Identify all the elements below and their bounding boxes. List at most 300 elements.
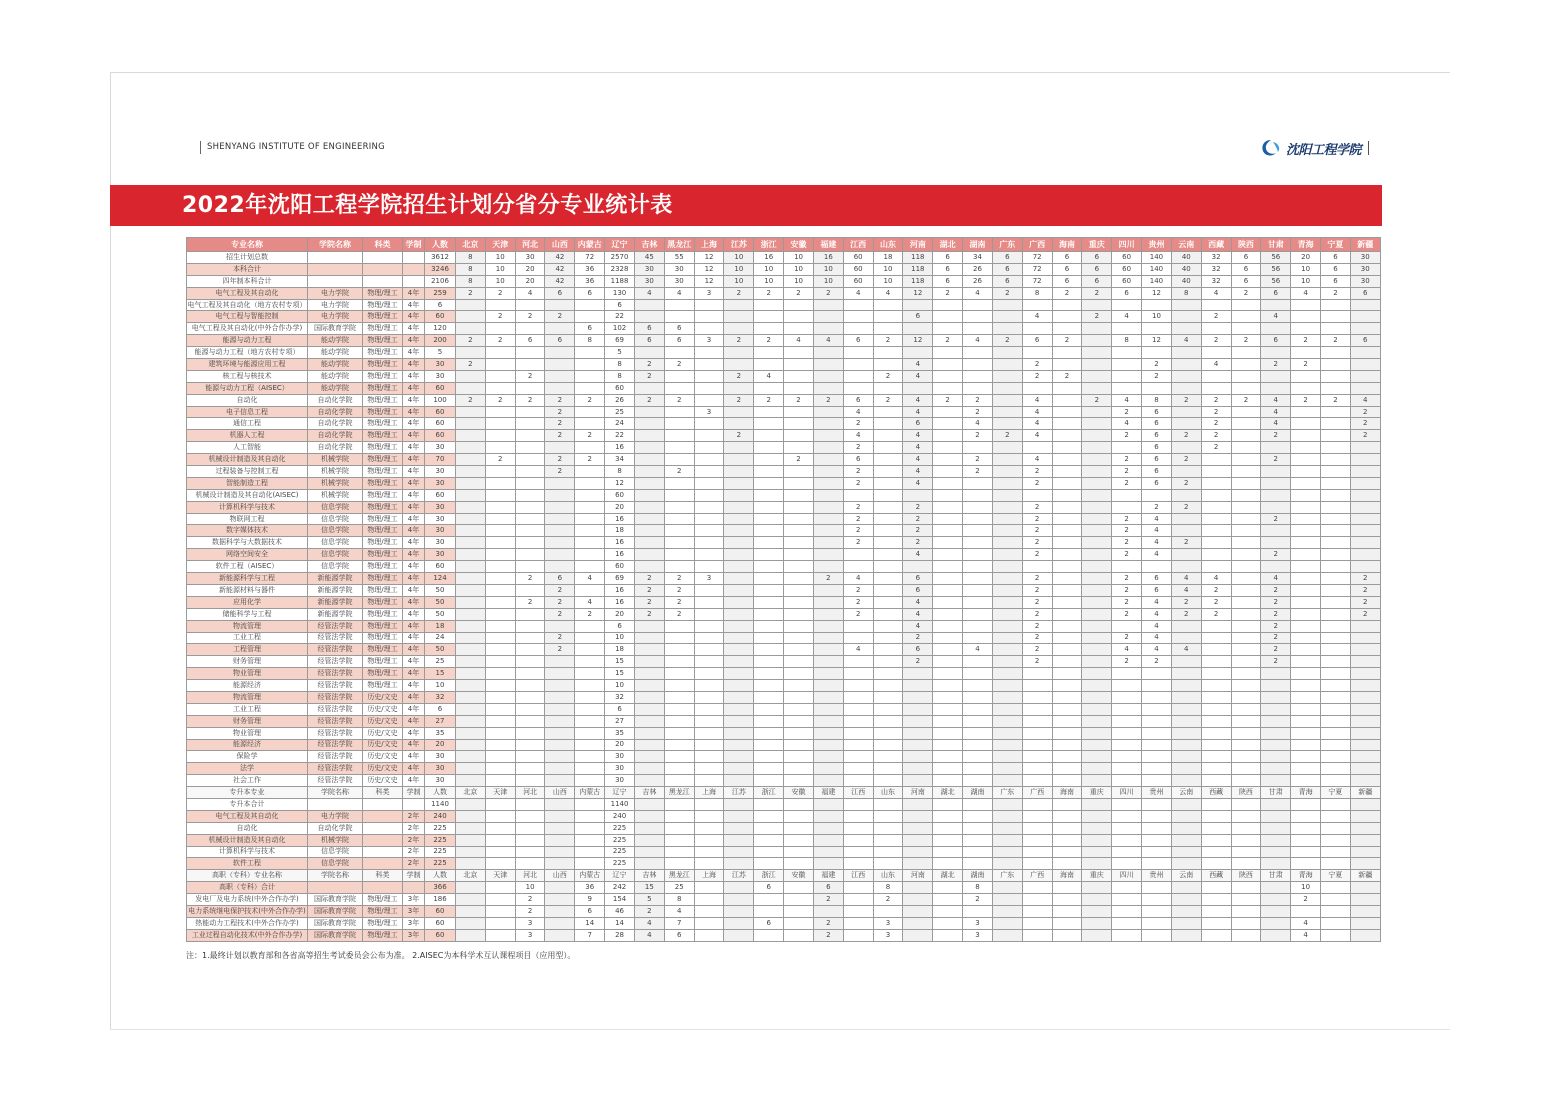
table-cell	[992, 454, 1022, 466]
table-cell	[485, 584, 515, 596]
table-cell	[308, 882, 363, 894]
table-cell	[664, 561, 694, 573]
table-cell	[992, 489, 1022, 501]
table-cell: 2	[1201, 430, 1231, 442]
table-cell	[545, 715, 575, 727]
table-cell	[1142, 822, 1172, 834]
column-header: 甘肃	[1261, 238, 1291, 252]
table-cell: 物理/理工	[363, 359, 403, 371]
table-cell	[363, 275, 403, 287]
table-cell: 27	[605, 715, 635, 727]
table-cell	[813, 810, 843, 822]
table-cell	[575, 691, 605, 703]
table-cell	[784, 525, 814, 537]
table-cell: 历史/文史	[363, 703, 403, 715]
table-cell	[724, 656, 754, 668]
table-cell	[515, 739, 545, 751]
column-header: 云南	[1171, 238, 1201, 252]
table-cell: 4年	[403, 644, 425, 656]
table-cell	[903, 798, 933, 810]
table-cell: 2	[664, 596, 694, 608]
table-cell: 35	[425, 727, 456, 739]
table-cell: 物理/理工	[363, 905, 403, 917]
table-cell	[1171, 894, 1201, 906]
table-cell: 6	[1142, 430, 1172, 442]
table-row	[187, 263, 1381, 275]
table-cell	[485, 620, 515, 632]
table-cell	[545, 703, 575, 715]
column-header: 黑龙江	[664, 238, 694, 252]
table-cell	[963, 703, 993, 715]
table-cell	[515, 703, 545, 715]
table-cell: 2	[1350, 418, 1380, 430]
table-cell	[1052, 846, 1082, 858]
table-cell	[1052, 382, 1082, 394]
table-cell: 湖北	[933, 870, 963, 882]
table-cell	[1052, 905, 1082, 917]
table-cell: 4	[1022, 418, 1052, 430]
table-cell	[754, 703, 784, 715]
table-cell	[992, 894, 1022, 906]
table-cell: 物理/理工	[363, 442, 403, 454]
table-cell	[1321, 311, 1351, 323]
table-cell	[1231, 751, 1261, 763]
table-cell	[843, 489, 873, 501]
table-cell	[485, 798, 515, 810]
table-cell: 天津	[485, 787, 515, 799]
table-cell	[634, 834, 664, 846]
table-cell: 2	[963, 430, 993, 442]
table-cell	[694, 584, 724, 596]
table-cell: 16	[605, 513, 635, 525]
table-cell	[456, 549, 486, 561]
table-cell	[963, 549, 993, 561]
table-cell: 6	[664, 323, 694, 335]
table-cell	[754, 894, 784, 906]
table-cell	[1052, 347, 1082, 359]
table-cell	[694, 489, 724, 501]
table-cell: 34	[605, 454, 635, 466]
table-cell	[1052, 477, 1082, 489]
table-cell	[545, 561, 575, 573]
table-cell: 贵州	[1142, 870, 1172, 882]
table-cell	[694, 513, 724, 525]
table-cell	[1350, 917, 1380, 929]
table-cell	[1291, 454, 1321, 466]
table-cell: 2	[813, 287, 843, 299]
table-cell	[813, 775, 843, 787]
table-cell: 物理/理工	[363, 608, 403, 620]
table-cell: 科类	[363, 787, 403, 799]
table-cell: 2	[664, 584, 694, 596]
table-cell	[485, 727, 515, 739]
table-cell	[843, 834, 873, 846]
table-cell: 6	[1052, 263, 1082, 275]
table-cell: 6	[545, 573, 575, 585]
table-cell	[1052, 727, 1082, 739]
table-cell	[456, 680, 486, 692]
table-cell	[903, 822, 933, 834]
table-cell: 2	[903, 632, 933, 644]
table-cell	[1350, 644, 1380, 656]
table-cell	[1082, 894, 1112, 906]
table-cell: 15	[634, 882, 664, 894]
table-cell	[485, 549, 515, 561]
table-cell	[545, 668, 575, 680]
table-cell	[1321, 454, 1351, 466]
table-cell: 6	[903, 644, 933, 656]
column-header: 广西	[1022, 238, 1052, 252]
table-cell: 60	[425, 489, 456, 501]
table-cell: 吉林	[634, 870, 664, 882]
table-cell	[694, 929, 724, 941]
table-cell: 6	[1022, 335, 1052, 347]
table-cell	[963, 489, 993, 501]
table-cell	[1022, 858, 1052, 870]
table-cell: 2	[843, 596, 873, 608]
table-cell: 4	[903, 596, 933, 608]
table-cell	[784, 442, 814, 454]
table-cell	[1291, 430, 1321, 442]
table-cell	[1022, 561, 1052, 573]
table-cell	[1052, 573, 1082, 585]
table-cell: 12	[903, 335, 933, 347]
table-cell: 经管法学院	[308, 763, 363, 775]
table-cell	[1350, 882, 1380, 894]
table-cell: 2	[1112, 632, 1142, 644]
table-cell	[784, 846, 814, 858]
table-cell: 6	[605, 299, 635, 311]
table-cell	[363, 263, 403, 275]
table-cell	[1082, 691, 1112, 703]
table-cell: 4年	[403, 656, 425, 668]
table-cell	[933, 489, 963, 501]
table-cell: 国际教育学院	[308, 929, 363, 941]
table-cell: 6	[1231, 252, 1261, 264]
table-cell: 60	[425, 311, 456, 323]
table-cell: 6	[1142, 418, 1172, 430]
table-cell: 4年	[403, 525, 425, 537]
frame-top-rule	[110, 72, 1450, 73]
table-row	[187, 644, 1381, 656]
table-cell	[1231, 584, 1261, 596]
table-row	[187, 394, 1381, 406]
table-cell: 2	[1142, 656, 1172, 668]
table-cell	[873, 466, 903, 478]
table-cell	[1112, 929, 1142, 941]
table-cell	[485, 489, 515, 501]
table-cell	[664, 442, 694, 454]
table-cell	[1142, 715, 1172, 727]
table-cell	[575, 798, 605, 810]
table-cell	[933, 406, 963, 418]
table-cell: 6	[545, 335, 575, 347]
table-cell: 2	[1142, 501, 1172, 513]
table-cell: 6	[575, 287, 605, 299]
table-cell	[933, 501, 963, 513]
table-cell	[873, 668, 903, 680]
table-cell	[1112, 822, 1142, 834]
table-cell	[1321, 359, 1351, 371]
table-cell: 20	[605, 739, 635, 751]
table-cell	[456, 466, 486, 478]
table-cell: 2	[515, 311, 545, 323]
table-cell	[575, 632, 605, 644]
table-cell	[724, 489, 754, 501]
table-row	[187, 501, 1381, 513]
table-cell: 物理/理工	[363, 644, 403, 656]
table-cell: 内蒙古	[575, 870, 605, 882]
table-cell	[1321, 810, 1351, 822]
table-cell	[1291, 691, 1321, 703]
table-cell	[992, 763, 1022, 775]
table-cell	[1142, 323, 1172, 335]
column-header: 海南	[1052, 238, 1082, 252]
table-cell	[515, 775, 545, 787]
table-cell	[1142, 739, 1172, 751]
table-cell: 6	[605, 620, 635, 632]
table-cell: 10	[1291, 882, 1321, 894]
table-cell	[515, 382, 545, 394]
table-cell	[1231, 822, 1261, 834]
table-row	[187, 252, 1381, 264]
footnote: 注：1.最终计划以教育部和各省高等招生考试委员会公布为准。 2.AISEC为本科学术互认课程项目（应用型）。	[186, 951, 576, 960]
table-cell: 10	[754, 275, 784, 287]
table-cell: 225	[425, 822, 456, 834]
table-cell	[1082, 846, 1112, 858]
table-cell	[1261, 680, 1291, 692]
table-cell	[784, 905, 814, 917]
table-cell	[784, 489, 814, 501]
table-cell: 物理/理工	[363, 894, 403, 906]
table-cell	[963, 905, 993, 917]
table-cell	[873, 763, 903, 775]
table-cell	[873, 418, 903, 430]
table-cell: 4	[634, 929, 664, 941]
table-cell: 4年	[403, 715, 425, 727]
major-name-cell: 工业工程	[187, 703, 308, 715]
table-cell	[1022, 775, 1052, 787]
table-cell	[992, 537, 1022, 549]
table-cell: 60	[843, 263, 873, 275]
table-cell	[873, 858, 903, 870]
table-cell	[992, 418, 1022, 430]
table-cell: 10	[724, 252, 754, 264]
table-cell	[933, 596, 963, 608]
table-cell: 28	[605, 929, 635, 941]
table-cell: 4年	[403, 632, 425, 644]
table-cell: 10	[1142, 311, 1172, 323]
table-cell	[754, 680, 784, 692]
table-cell: 1140	[605, 798, 635, 810]
table-row	[187, 715, 1381, 727]
table-cell: 4	[843, 406, 873, 418]
table-cell	[1171, 715, 1201, 727]
table-cell	[694, 858, 724, 870]
table-cell: 经管法学院	[308, 703, 363, 715]
table-cell	[754, 668, 784, 680]
table-cell	[933, 311, 963, 323]
table-cell	[1082, 584, 1112, 596]
table-cell	[1261, 537, 1291, 549]
table-cell: 69	[605, 573, 635, 585]
table-cell	[813, 727, 843, 739]
table-cell: 2	[1112, 596, 1142, 608]
table-cell	[1052, 537, 1082, 549]
table-cell	[754, 798, 784, 810]
table-cell	[515, 442, 545, 454]
table-cell	[1261, 347, 1291, 359]
table-cell	[1321, 644, 1351, 656]
major-name-cell: 高职（专科）合计	[187, 882, 308, 894]
table-cell	[456, 763, 486, 775]
table-cell	[456, 299, 486, 311]
table-cell	[1350, 703, 1380, 715]
table-cell: 4年	[403, 466, 425, 478]
table-cell	[1052, 430, 1082, 442]
major-name-cell: 财务管理	[187, 656, 308, 668]
major-name-cell: 工业过程自动化技术(中外合作办学)	[187, 929, 308, 941]
table-cell	[1231, 501, 1261, 513]
table-cell: 自动化学院	[308, 430, 363, 442]
table-cell	[1022, 905, 1052, 917]
table-cell: 1140	[425, 798, 456, 810]
table-cell	[456, 703, 486, 715]
table-cell	[1082, 775, 1112, 787]
table-cell	[754, 656, 784, 668]
table-cell: 2	[545, 644, 575, 656]
table-cell	[515, 798, 545, 810]
table-cell	[545, 477, 575, 489]
table-cell	[1112, 347, 1142, 359]
table-cell	[1142, 775, 1172, 787]
table-cell: 2	[1171, 596, 1201, 608]
table-cell	[933, 894, 963, 906]
table-cell: 56	[1261, 252, 1291, 264]
table-cell	[1171, 810, 1201, 822]
table-cell: 2	[1291, 359, 1321, 371]
table-cell	[694, 299, 724, 311]
table-cell: 2	[873, 394, 903, 406]
table-cell	[1082, 905, 1112, 917]
table-cell	[873, 656, 903, 668]
table-cell	[1350, 929, 1380, 941]
table-cell	[456, 644, 486, 656]
table-cell	[545, 929, 575, 941]
major-name-cell: 数据科学与大数据技术	[187, 537, 308, 549]
table-cell	[515, 632, 545, 644]
table-cell: 4	[1142, 632, 1172, 644]
table-cell: 42	[545, 252, 575, 264]
table-cell	[784, 359, 814, 371]
table-cell: 4	[1142, 608, 1172, 620]
table-cell	[1321, 703, 1351, 715]
table-cell	[1231, 763, 1261, 775]
table-cell	[1350, 477, 1380, 489]
table-cell: 4年	[403, 418, 425, 430]
table-cell	[933, 703, 963, 715]
table-cell	[1350, 561, 1380, 573]
table-cell	[1082, 418, 1112, 430]
table-cell	[634, 751, 664, 763]
table-cell: 江苏	[724, 870, 754, 882]
table-cell	[515, 359, 545, 371]
table-cell: 10	[1291, 275, 1321, 287]
table-cell: 30	[425, 513, 456, 525]
column-header: 河北	[515, 238, 545, 252]
table-cell	[1231, 359, 1261, 371]
table-cell	[1231, 882, 1261, 894]
table-cell	[724, 644, 754, 656]
table-cell	[992, 680, 1022, 692]
table-cell	[992, 347, 1022, 359]
column-header: 天津	[485, 238, 515, 252]
table-cell	[485, 477, 515, 489]
table-cell	[308, 798, 363, 810]
table-cell	[1321, 668, 1351, 680]
major-name-cell: 网络空间安全	[187, 549, 308, 561]
table-cell: 2年	[403, 846, 425, 858]
table-cell	[1052, 525, 1082, 537]
table-cell	[1082, 442, 1112, 454]
table-row	[187, 691, 1381, 703]
table-cell: 2	[1201, 584, 1231, 596]
table-cell: 经管法学院	[308, 691, 363, 703]
table-row	[187, 739, 1381, 751]
table-cell	[813, 608, 843, 620]
table-row	[187, 573, 1381, 585]
table-cell: 2	[1261, 454, 1291, 466]
table-cell	[1052, 668, 1082, 680]
table-cell: 60	[425, 929, 456, 941]
table-cell	[515, 477, 545, 489]
table-cell: 4	[1022, 454, 1052, 466]
table-cell	[1321, 489, 1351, 501]
table-cell	[485, 430, 515, 442]
table-cell	[1350, 656, 1380, 668]
table-cell	[575, 549, 605, 561]
table-cell	[575, 299, 605, 311]
table-cell	[1052, 584, 1082, 596]
table-cell: 10	[813, 263, 843, 275]
table-cell: 6	[1231, 263, 1261, 275]
table-cell: 12	[1142, 335, 1172, 347]
table-cell	[724, 442, 754, 454]
table-cell: 4	[664, 905, 694, 917]
table-cell	[1082, 882, 1112, 894]
table-cell: 6	[634, 335, 664, 347]
table-cell	[1171, 680, 1201, 692]
major-name-cell: 通信工程	[187, 418, 308, 430]
table-cell	[634, 703, 664, 715]
table-cell	[694, 525, 724, 537]
table-cell: 2	[903, 537, 933, 549]
table-cell	[1350, 691, 1380, 703]
table-cell: 物理/理工	[363, 335, 403, 347]
table-cell: 电力学院	[308, 810, 363, 822]
table-cell	[724, 561, 754, 573]
table-cell: 225	[425, 846, 456, 858]
table-cell	[664, 299, 694, 311]
table-cell	[1231, 299, 1261, 311]
table-cell	[1171, 929, 1201, 941]
table-cell	[873, 608, 903, 620]
table-cell: 22	[605, 430, 635, 442]
table-cell: 20	[515, 275, 545, 287]
table-cell: 8	[605, 370, 635, 382]
table-cell	[456, 382, 486, 394]
table-cell	[1112, 359, 1142, 371]
